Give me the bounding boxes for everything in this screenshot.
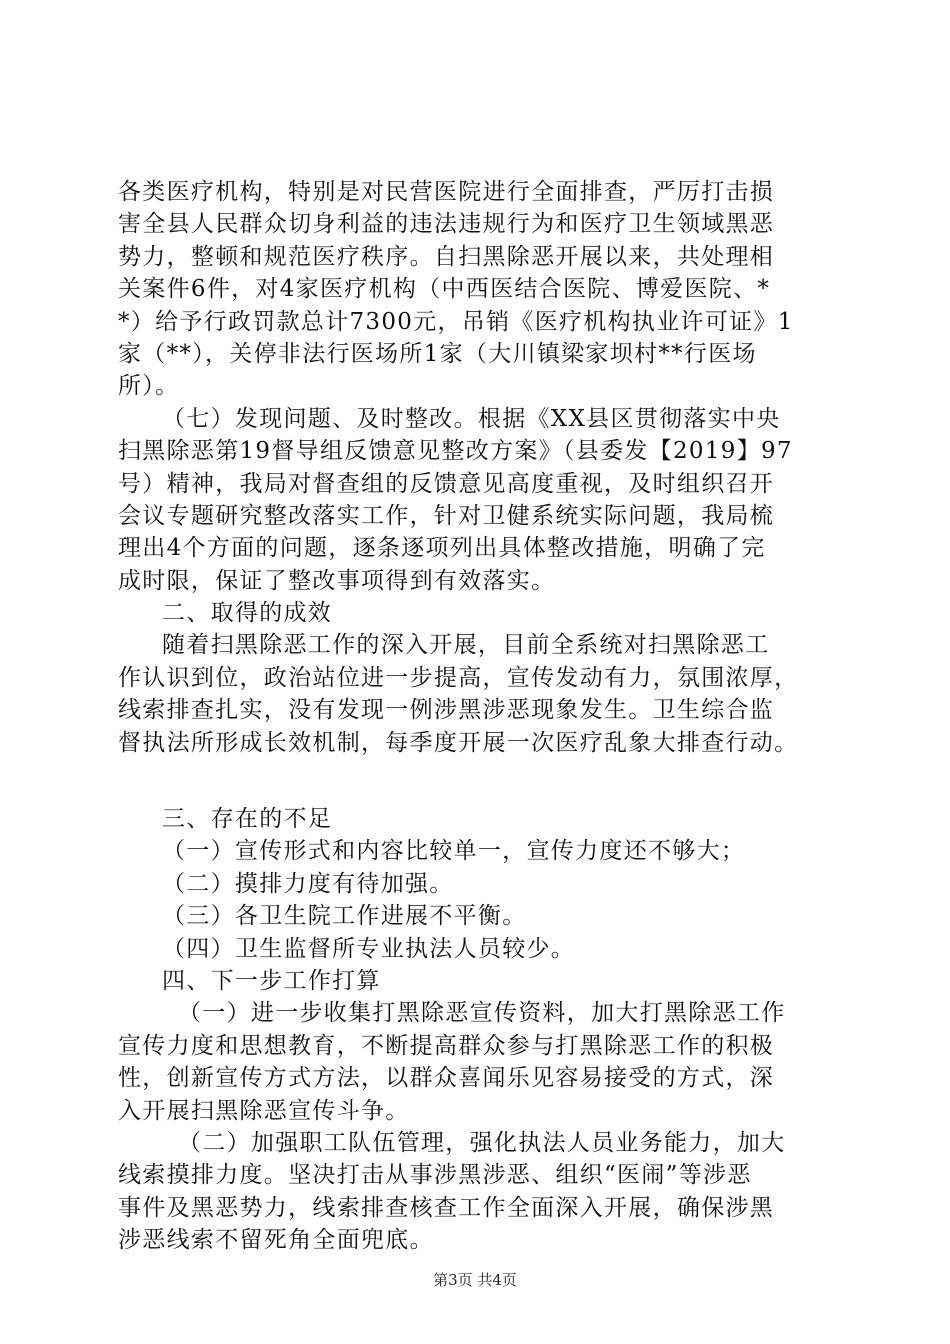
paragraph-line: 入开展扫黑除恶宣传斗争。 — [118, 1097, 410, 1124]
paragraph-line: 线索排查扎实，没有发现一例涉黑涉恶现象发生。卫生综合监 — [118, 697, 775, 724]
section-heading: 二、取得的成效 — [162, 600, 333, 627]
paragraph-line: （二）加强职工队伍管理，强化执法人员业务能力，加大 — [178, 1129, 786, 1156]
list-item: （三）各卫生院工作进展不平衡。 — [162, 903, 527, 930]
document-body — [118, 176, 838, 1257]
paragraph-line: 督执法所形成长效机制，每季度开展一次医疗乱象大排查行动。 — [118, 729, 799, 756]
paragraph-line: 各类医疗机构，特别是对民营医院进行全面排查，严厉打击损 — [118, 179, 775, 205]
paragraph-line: 线索摸排力度。坚决打击从事涉黑涉恶、组织“医闹”等涉恶 — [118, 1162, 752, 1189]
paragraph-line: 成时限，保证了整改事项得到有效落实。 — [118, 567, 556, 594]
paragraph-line: 理出4个方面的问题，逐条逐项列出具体整改措施，明确了完 — [118, 535, 766, 562]
paragraph-line: 所）。 — [118, 373, 180, 400]
list-item: （一）宣传形式和内容比较单一，宣传力度还不够大； — [162, 838, 746, 865]
paragraph-line: 随着扫黑除恶工作的深入开展，目前全系统对扫黑除恶工 — [162, 632, 770, 659]
list-item: （二）摸排力度有待加强。 — [162, 870, 454, 897]
paragraph-line: *）给予行政罚款总计7300元，吊销《医疗机构执业许可证》1 — [118, 308, 794, 335]
paragraph-line: 势力，整顿和规范医疗秩序。自扫黑除恶开展以来，共处理相 — [118, 243, 775, 270]
paragraph-line: （七）发现问题、及时整改。根据《XX县区贯彻落实中央 — [162, 405, 781, 432]
paragraph-line: 会议专题研究整改落实工作，针对卫健系统实际问题，我局梳 — [118, 502, 775, 529]
section-heading: 四、下一步工作打算 — [162, 967, 381, 994]
paragraph-line: 害全县人民群众切身利益的违法违规行为和医疗卫生领域黑恶 — [118, 211, 775, 238]
paragraph-line: 涉恶线索不留死角全面兜底。 — [118, 1227, 434, 1254]
paragraph-line: 作认识到位，政治站位进一步提高，宣传发动有力，氛围浓厚， — [118, 664, 799, 691]
paragraph-line: 性，创新宣传方式方法，以群众喜闻乐见容易接受的方式，深 — [118, 1065, 775, 1092]
page-number: 第3页 共4页 — [433, 1271, 517, 1289]
paragraph-line: 号）精神，我局对督查组的反馈意见高度重视，及时组织召开 — [118, 470, 775, 497]
paragraph-line: 扫黑除恶第19督导组反馈意见整改方案》（县委发【2019】97 — [118, 438, 793, 465]
section-heading: 三、存在的不足 — [162, 806, 333, 833]
paragraph-gap — [118, 759, 838, 803]
list-item: （四）卫生监督所专业执法人员较少。 — [162, 935, 576, 962]
paragraph-line: 事件及黑恶势力，线索排查核查工作全面深入开展，确保涉黑 — [118, 1194, 775, 1221]
paragraph-line: 宣传力度和思想教育，不断提高群众参与打黑除恶工作的积极 — [118, 1032, 775, 1059]
paragraph-line: 关案件6件，对4家医疗机构（中西医结合医院、博爱医院、* — [118, 276, 771, 303]
paragraph-line: 家（**），关停非法行医场所1家（大川镇梁家坝村**行医场 — [118, 340, 757, 367]
paragraph-line: （一）进一步收集打黑除恶宣传资料，加大打黑除恶工作 — [178, 1000, 786, 1027]
